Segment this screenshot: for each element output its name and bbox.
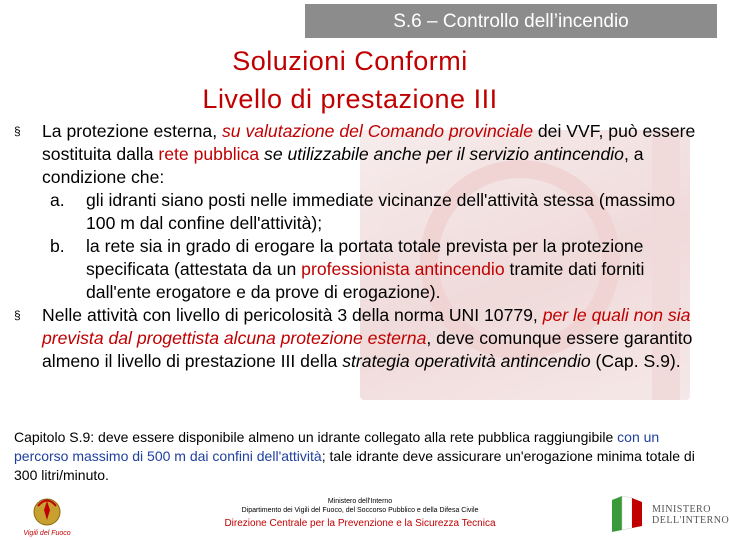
bullet-mark: §: [14, 308, 21, 322]
header-bar: [305, 4, 717, 38]
bullet1-text-4: servizio antincendio: [469, 144, 624, 164]
bullet-item: [14, 304, 704, 373]
bullet1-highlight-rete: rete pubblica: [158, 144, 260, 164]
bullet-mark: §: [14, 124, 21, 138]
ministero-logo-line1: MINISTERO: [652, 504, 711, 515]
bullet1-text-5: , a condizione che:: [42, 144, 644, 187]
caption-text-1: Capitolo S.9: deve essere disponibile almeno un idrante collegato alla rete pubblica raggiungibile: [14, 429, 618, 445]
bullet2-text-1: Nelle attività con livello di pericolosità 3 della norma UNI 10779,: [42, 305, 543, 325]
sub-item-b: [14, 235, 704, 304]
sub-item-b-highlight: professionista antincendio: [301, 259, 505, 279]
sub-item-b-text-1: la rete sia in grado di erogare la portata totale prevista per la protezione specificata (attestata da un: [86, 236, 644, 279]
slide-body: [14, 120, 704, 373]
bullet1-highlight-comando-text: su valutazione del Comando provinciale: [221, 121, 533, 141]
ministero-interno-logo: [610, 496, 729, 538]
bullet2-highlight-text: per le quali non sia prevista dal progettista alcuna protezione esterna: [42, 305, 691, 348]
bullet1-highlight-comando: [222, 121, 533, 141]
bullet2-text-4: (Cap. S.9).: [590, 351, 681, 371]
footer-ministry: Ministero dell'Interno: [327, 498, 393, 505]
header-title: S.6 – Controllo dell’incendio: [393, 11, 629, 32]
vigili-del-fuoco-logo-text: Vigili del Fuoco: [23, 530, 71, 537]
ministero-logo-text: [652, 504, 729, 526]
bullet2-text-2: , deve comunque essere garantito almeno il livello di prestazione III della: [42, 328, 693, 371]
footer-department: Dipartimento dei Vigili del Fuoco, del Soccorso Pubblico e della Difesa Civile: [241, 507, 479, 514]
sub-item-letter: b.: [50, 236, 65, 256]
sub-item-letter: a.: [50, 190, 65, 210]
footer-direction: Direzione Centrale per la Prevenzione e la Sicurezza Tecnica: [224, 518, 496, 529]
slide-title-line1: Soluzioni Conformi: [232, 46, 468, 76]
caption-text-blue: con un percorso massimo di 500 m dai confini dell'attività: [14, 429, 660, 464]
sub-item-a: [14, 189, 704, 235]
sub-item-b-text-2: tramite dati forniti dall'ente erogatore e da prove di erogazione).: [86, 259, 645, 302]
bullet1-text-3: se utilizzabile anche per il: [259, 144, 470, 164]
bullet1-text-1: La protezione esterna,: [42, 121, 222, 141]
italian-flag-icon: [610, 496, 646, 532]
bullet2-text-3: strategia operatività antincendio: [342, 351, 591, 371]
slide-title-line2: Livello di prestazione III: [202, 84, 498, 114]
ministero-logo-line2: DELL'INTERNO: [652, 515, 729, 526]
bullet1-text-2: dei VVF, può essere sostituita dalla: [42, 121, 696, 164]
bullet-item: [14, 120, 704, 189]
sub-item-a-text: gli idranti siano posti nelle immediate vicinanze dell'attività stessa (massimo 100 m dal confine dell'attività);: [86, 190, 676, 233]
caption-note: [14, 428, 714, 485]
caption-text-2: ; tale idrante deve assicurare un'erogazione minima totale di 300 litri/minuto.: [14, 448, 695, 483]
